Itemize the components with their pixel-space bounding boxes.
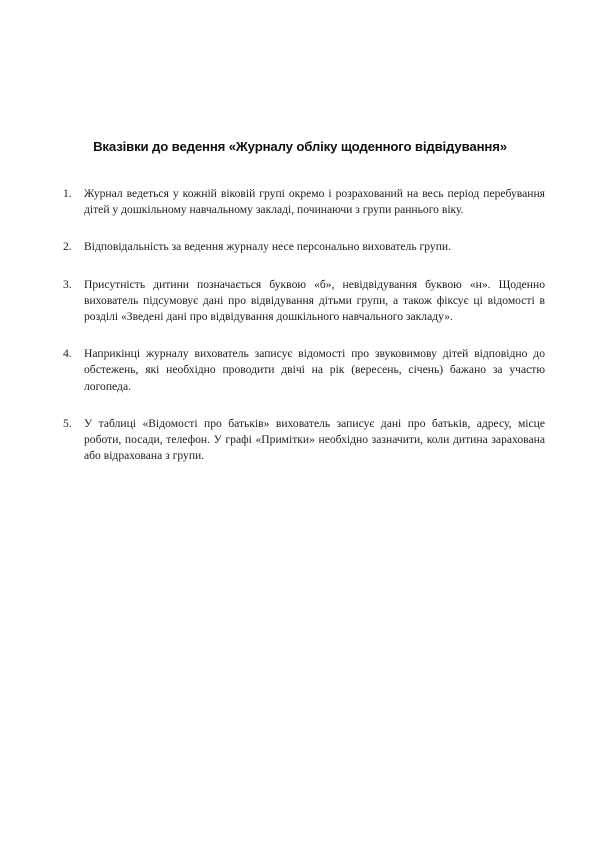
- list-item-number: 3.: [63, 277, 72, 291]
- list-item-number: 4.: [63, 347, 72, 361]
- instructions-list: [63, 186, 545, 464]
- list-item-number: 2.: [63, 240, 72, 254]
- list-item-text: У таблиці «Відомості про батьків» вихователь записує дані про батьків, адресу, місце роботи, посади, телефон. У графі «Примітки» необхідно зазначити, коли дитина зарахована або відрахована з групи.: [84, 416, 545, 463]
- list-item: [63, 346, 545, 395]
- list-item-text: Журнал ведеться у кожній віковій групі окремо і розрахований на весь період перебування дітей у дошкільному навчальному закладі, починаючи з групи раннього віку.: [84, 187, 545, 217]
- list-item-text: Наприкінці журналу вихователь записує відомості про звуковимову дітей відповідно до обстежень, які необхідно проводити двічі на рік (вересень, січень) бажано за участю логопеда.: [84, 347, 545, 393]
- list-item-text: Відповідальність за ведення журналу несе персонально вихователь групи.: [84, 240, 452, 254]
- list-item-number: 5.: [63, 416, 72, 430]
- list-item: [63, 416, 545, 465]
- list-item: [63, 186, 545, 218]
- list-item: [63, 239, 545, 255]
- list-item-number: 1.: [63, 187, 72, 200]
- list-item: [63, 277, 545, 326]
- list-item-text: Присутність дитини позначається буквою «б», невідвідування буквою «н». Щоденно вихователь підсумовує дані про відвідування дітьми групи, а також фіксує ці відомості в розділі «Зведені дані про відвідування дошкільного навчального закладу».: [84, 277, 545, 324]
- page-title: Вказівки до ведення «Журналу обліку щоденного відвідування»: [93, 139, 507, 154]
